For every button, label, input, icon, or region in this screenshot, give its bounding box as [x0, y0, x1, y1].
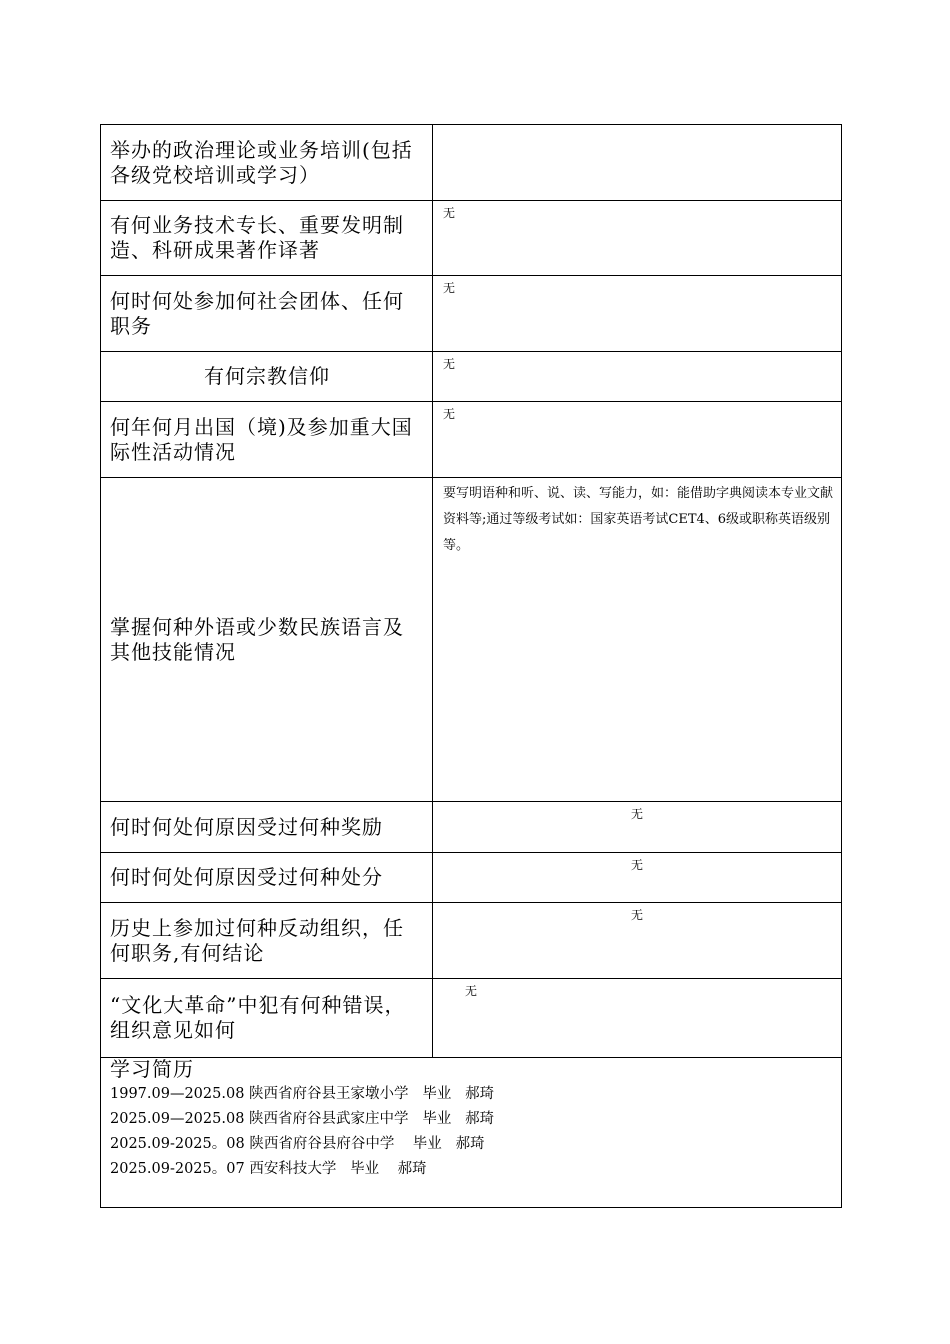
row-label: 何时何处何原因受过何种处分	[101, 853, 433, 903]
form-row-political-training	[101, 125, 842, 201]
study-history-entry: 2025.09—2025.08 陕西省府谷县武家庄中学 毕业 郝琦	[110, 1111, 495, 1127]
row-value: 要写明语种和听、说、读、写能力，如：能借助字典阅读本专业文献资料等;通过等级考试如：国家英语考试CET4、6级或职称英语级别等。	[433, 478, 842, 802]
row-label: 历史上参加过何种反动组织，任何职务,有何结论	[101, 903, 433, 979]
form-row-religion	[101, 352, 842, 402]
row-label: 掌握何种外语或少数民族语言及其他技能情况	[101, 478, 433, 802]
row-label: 何时何处参加何社会团体、任何职务	[101, 276, 433, 352]
form-row-cultural-revolution	[101, 979, 842, 1058]
form-row-abroad	[101, 402, 842, 478]
row-value: 无	[433, 853, 842, 903]
row-value: 无	[433, 802, 842, 853]
form-row-study-history	[101, 1058, 842, 1208]
row-value: 无	[433, 402, 842, 478]
row-value	[433, 125, 842, 201]
row-value: 无	[433, 201, 842, 276]
form-row-awards	[101, 802, 842, 853]
row-label: 有何宗教信仰	[101, 352, 433, 402]
form-row-languages	[101, 478, 842, 802]
study-history-cell	[101, 1058, 842, 1208]
study-history-entry: 1997.09—2025.08 陕西省府谷县王家墩小学 毕业 郝琦	[110, 1086, 495, 1102]
study-history-title: 学习简历	[110, 1057, 194, 1081]
row-label: “文化大革命”中犯有何种错误，组织意见如何	[101, 979, 433, 1058]
row-value: 无	[433, 903, 842, 979]
study-history-entry: 2025.09-2025。08 陕西省府谷县府谷中学 毕业 郝琦	[110, 1136, 485, 1152]
study-history-entry: 2025.09-2025。07 西安科技大学 毕业 郝琦	[110, 1161, 427, 1177]
form-row-expertise	[101, 201, 842, 276]
row-label: 何年何月出国（境)及参加重大国际性活动情况	[101, 402, 433, 478]
form-row-punishments	[101, 853, 842, 903]
row-label: 有何业务技术专长、重要发明制造、科研成果著作译著	[101, 201, 433, 276]
personal-record-form	[100, 124, 842, 1208]
row-value: 无	[433, 276, 842, 352]
row-label: 举办的政治理论或业务培训(包括各级党校培训或学习）	[101, 125, 433, 201]
row-value: 无	[433, 979, 842, 1058]
form-row-social-groups	[101, 276, 842, 352]
row-value: 无	[433, 352, 842, 402]
form-row-reactionary-orgs	[101, 903, 842, 979]
row-label: 何时何处何原因受过何种奖励	[101, 802, 433, 853]
